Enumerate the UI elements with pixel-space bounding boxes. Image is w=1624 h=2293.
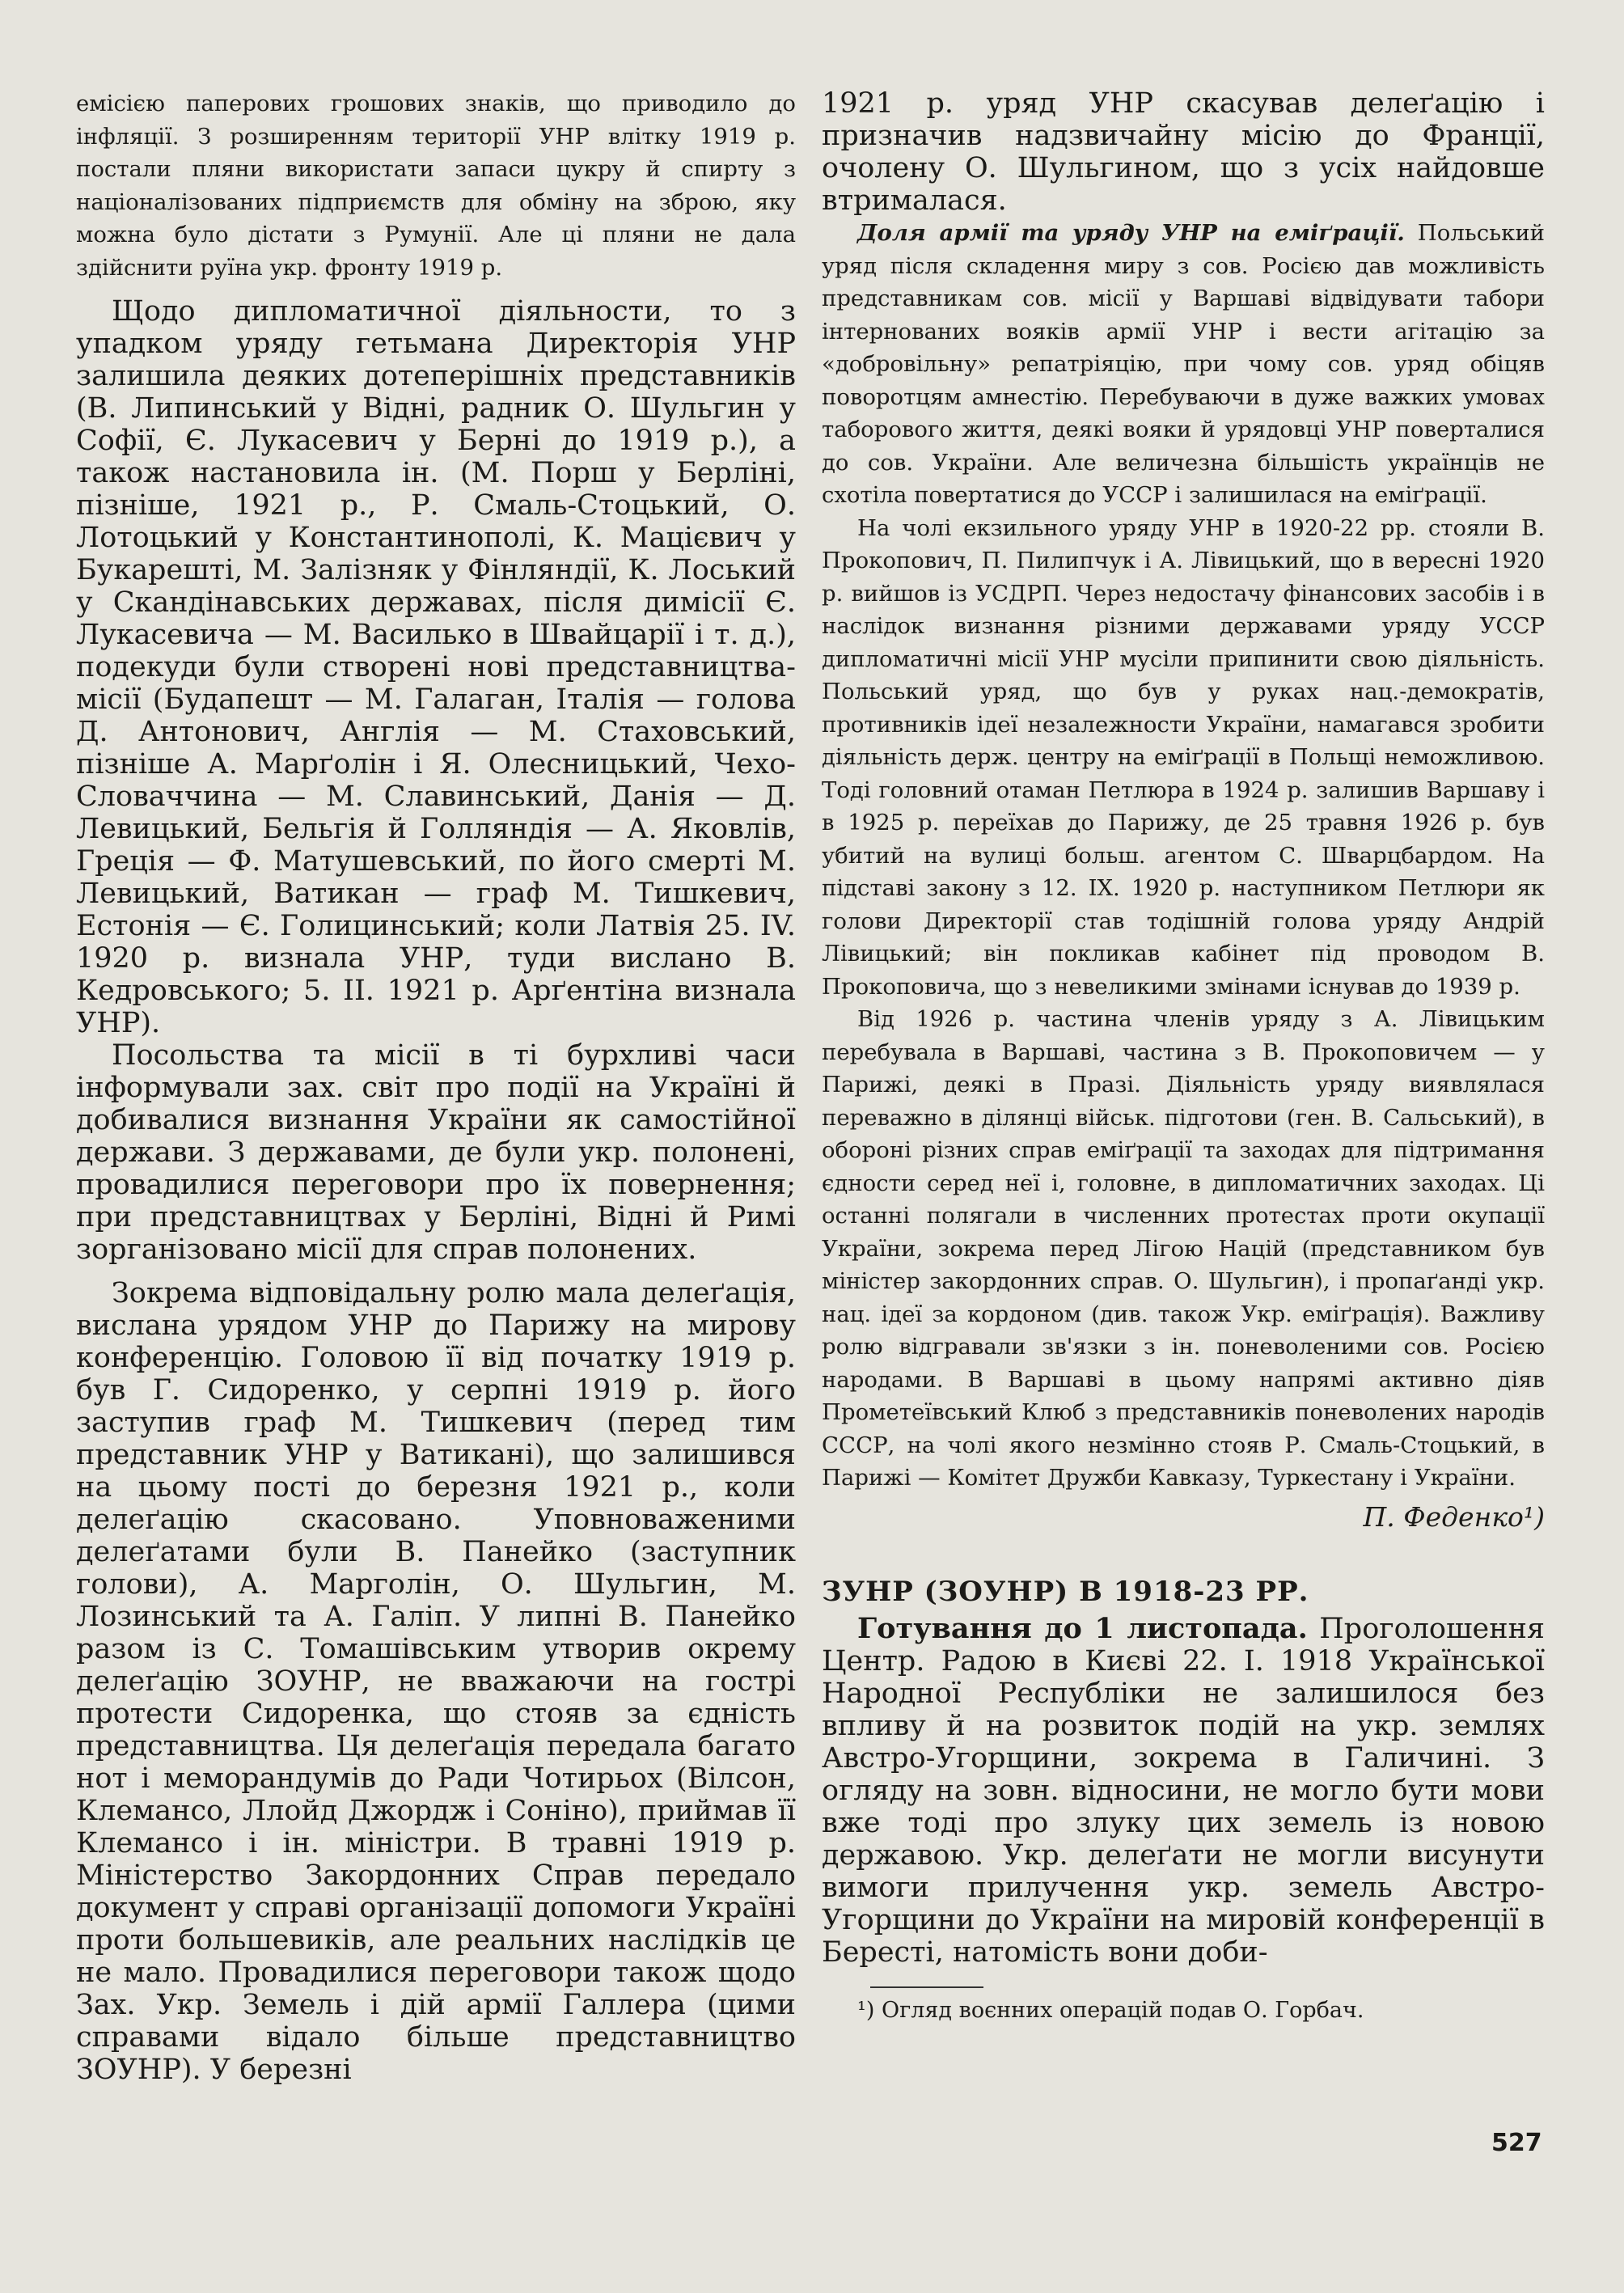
left-column bbox=[76, 87, 796, 2086]
run-in-heading-emigration: Доля армії та уряду УНР на еміґрації. bbox=[857, 220, 1405, 246]
paragraph-embassies: Посольства та місії в ті бурхливі часи інформували зах. світ про події на Україні й добивалися визнання України як самостійної держави. З державами, де були укр. полонені, провадилися переговори про їх повернення; при представництвах у Берліні, Відні й Римі зорганізовано місії для справ полонених. bbox=[76, 1039, 796, 1266]
paragraph-preparation-text: Проголошення Центр. Радою в Києві 22. I. 1918 Української Народної Республіки не залишилося без впливу й на розвиток подій на укр. землях Австро-Угорщини, зокрема в Галичині. З огляду на зовн. відносини, не могло бути мови вже тоді про злуку цих земель із новою державою. Укр. делеґати не могли висунути вимоги прилучення укр. земель Австро-Угорщини до України на мировій конференції в Бересті, натомість вони доби- bbox=[822, 1612, 1545, 1969]
paragraph-preparation bbox=[822, 1613, 1545, 1969]
paragraph-diplomacy: Щодо дипломатичної діяльности, то з упадком уряду гетьмана Директорія УНР залишила деяких дотеперішніх представників (В. Липинський у Відні, радник О. Шульгин у Софії, Є. Лукасевич у Берні до 1919 р.), а також настановила ін. (М. Порш у Берліні, пізніше, 1921 р., Р. Смаль-Стоцький, О. Лотоцький у Константинополі, К. Мацієвич у Букарешті, М. Залізняк у Фінляндії, К. Лоський у Скандінавських державах, після димісії Є. Лукасевича — М. Василько в Швайцарії і т. д.), подекуди були створені нові представництва-місії (Будапешт — М. Галаган, Італія — голова Д. Антонович, Англія — М. Стаховський, пізніше А. Марґолін і Я. Олесницький, Чехо-Словаччина — М. Славинський, Данія — Д. Левицький, Бельгія й Голляндія — А. Яковлів, Греція — Ф. Матушевський, по його смерті М. Левицький, Ватикан — граф М. Тишкевич, Естонія — Є. Голицинський; коли Латвія 25. IV. 1920 р. визнала УНР, туди вислано В. Кедровського; 5. II. 1921 р. Арґентіна визнала УНР). bbox=[76, 295, 796, 1039]
page-number: 527 bbox=[1491, 2129, 1542, 2157]
paragraph-emigration bbox=[822, 217, 1545, 512]
footnote-divider bbox=[870, 1986, 983, 1988]
paragraph-emigration-text: Польський уряд після складення миру з сов. Росією дав можливість представникам сов. місії у Варшаві відвідувати табори інтернованих вояків армії УНР і вести агітацію за «добровільну» репатріяцію, при чому сов. уряд обіцяв поворотцям амнестію. Перебуваючи в дуже важких умовах таборового життя, деякі вояки й урядовці УНР поверталися до сов. України. Але величезна більшість українців не схотіла повертатися до УССР і залишилася на еміґрації. bbox=[822, 220, 1545, 508]
paragraph-finance: емісією паперових грошових знаків, що приводило до інфляції. З розширенням території УНР влітку 1919 р. постали пляни використати запаси цукру й спирту з націоналізованих підприємств для обміну на зброю, яку можна було дістати з Румунії. Але ці пляни не дала здійснити руїна укр. фронту 1919 р. bbox=[76, 91, 796, 281]
paragraph-paris-delegation: Зокрема відповідальну ролю мала делеґація, вислана урядом УНР до Парижу на мирову конференцію. Головою її від початку 1919 р. був Г. Сидоренко, у серпні 1919 р. його заступив граф М. Тишкевич (перед тим представник УНР у Ватикані), що залишився на цьому пості до березня 1921 р., коли делеґацію скасовано. Уповноваженими делеґатами були В. Панейко (заступник голови), А. Марголін, О. Шульгин, М. Лозинський та А. Галіп. У липні В. Панейко разом із С. Томашівським утворив окрему делеґацію ЗОУНР, не вважаючи на гострі протести Сидоренка, що стояв за єдність представництва. Ця делеґація передала багато нот і меморандумів до Ради Чотирьох (Вілсон, Клемансо, Ллойд Джордж і Соніно), приймав її Клемансо і ін. міністри. В травні 1919 р. Міністерство Закордонних Справ передало документ у справі організації допомоги Україні проти большевиків, але реальних наслідків це не мало. Провадилися переговори також щодо Зах. Укр. Земель і дій армії Галлера (цими справами відало більше представництво ЗОУНР). У березні bbox=[76, 1277, 796, 2086]
section-heading-zunr: ЗУНР (ЗОУНР) В 1918-23 РР. bbox=[822, 1575, 1309, 1608]
author-signature: П. Феденко¹) bbox=[1363, 1500, 1545, 1533]
paragraph-exile-government: На чолі екзильного уряду УНР в 1920-22 рр. стояли В. Прокопович, П. Пилипчук і А. Лівицький, що в вересні 1920 р. вийшов із УСДРП. Через недостачу фінансових засобів і в наслідок визнання різними державами уряду УССР дипломатичні місії УНР мусіли припинити свою діяльність. Польський уряд, що був у руках нац.-демократів, противників ідеї незалежности України, намагався зробити діяльність держ. центру на еміґрації в Польщі неможливою. Тоді головний отаман Петлюра в 1924 р. залишив Варшаву і в 1925 р. переїхав до Парижу, де 25 травня 1926 р. був убитий на вулиці больш. агентом С. Шварцбардом. На підставі закону з 12. IX. 1920 р. наступником Петлюри як голови Директорії став тодішній голова уряду Андрій Лівицький; він покликав кабінет під проводом В. Прокоповича, що з невеликими змінами існував до 1939 р. bbox=[822, 514, 1545, 1000]
footnote: ¹) Огляд воєнних операцій подав О. Горбач. bbox=[857, 1997, 1364, 2023]
right-column bbox=[822, 87, 1545, 2025]
paragraph-france-mission: 1921 р. уряд УНР скасував делеґацію і призначив надзвичайну місію до Франції, очолену О. Шульгином, що з усіх найдовше втрималася. bbox=[822, 87, 1545, 217]
run-in-heading-preparation: Готування до 1 листопада. bbox=[857, 1611, 1308, 1645]
paragraph-government-activity: Від 1926 р. частина членів уряду з А. Лівицьким перебувала в Варшаві, частина з В. Прокоповичем — у Парижі, деякі в Празі. Діяльність уряду виявлялася переважно в ділянці військ. підготови (ген. В. Сальський), в обороні різних справ еміґрації та заходах для підтримання єдности серед неї і, головне, в дипломатичних заходах. Ці останні полягали в численних протестах проти окупації України, зокрема перед Лігою Націй (представником був міністер закордонних справ. О. Шульгин), і пропаґанді укр. нац. ідеї за кордоном (див. також Укр. еміґрація). Важливу ролю відгравали зв'язки з ін. поневоленими сов. Росією народами. В Варшаві в цьому напрямі активно діяв Прометеївський Клюб з представників поневолених народів СССР, на чолі якого незмінно стояв Р. Смаль-Стоцький, в Парижі — Комітет Дружби Кавказу, Туркестану і України. bbox=[822, 1006, 1545, 1491]
